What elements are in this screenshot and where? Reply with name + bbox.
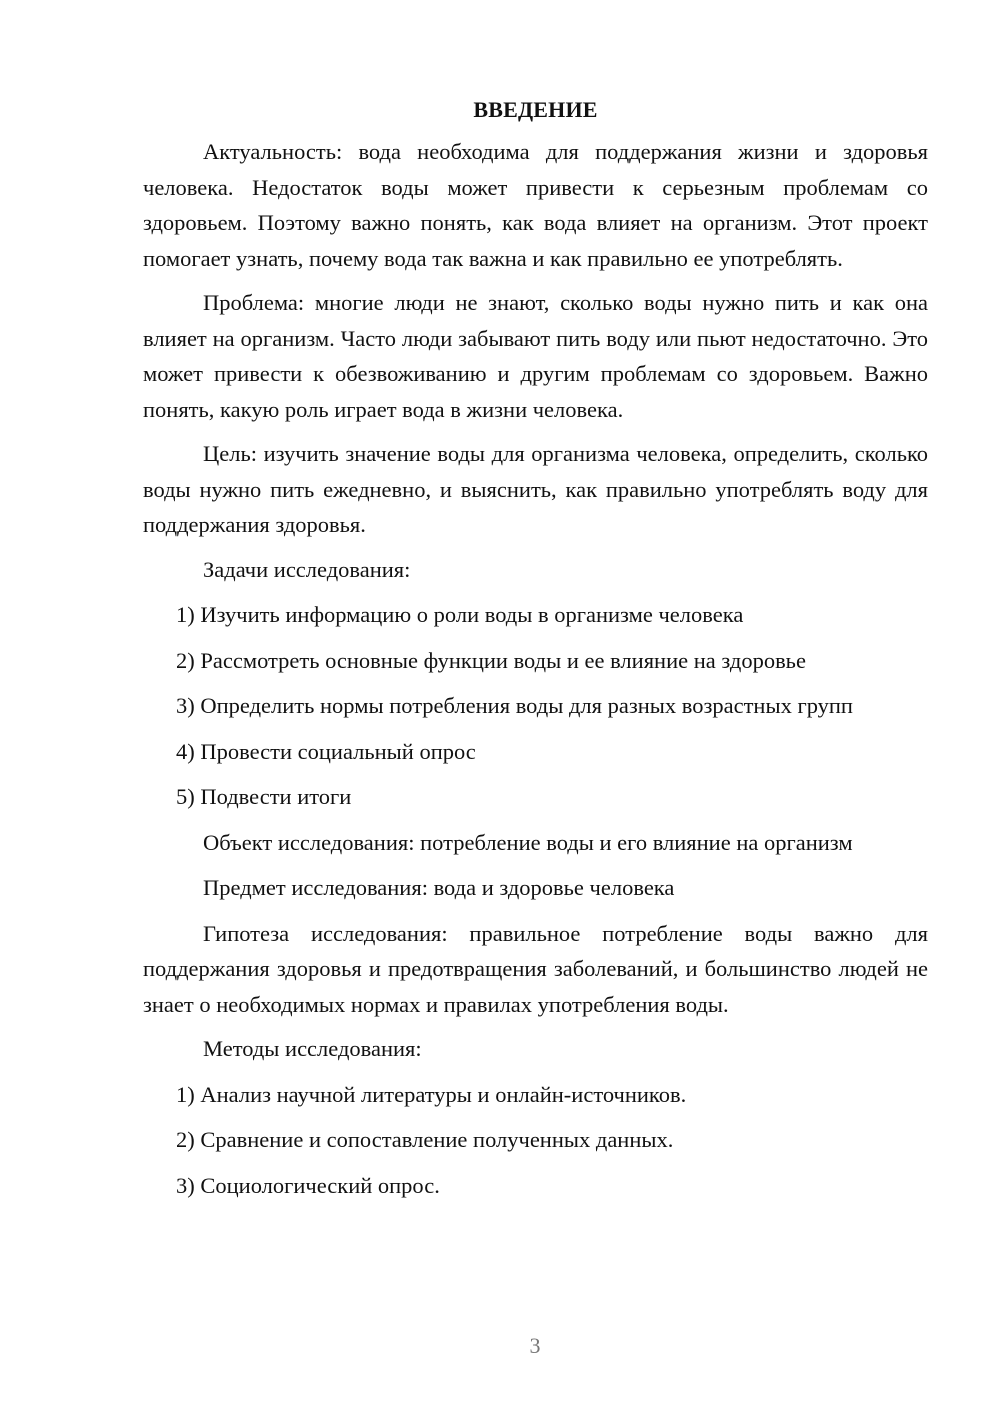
tasks-heading: Задачи исследования:: [203, 556, 411, 582]
task-item-3: 3) Определить нормы потребления воды для разных возрастных групп: [176, 693, 853, 718]
page-number: 3: [529, 1333, 541, 1358]
task-item-2: 2) Рассмотреть основные функции воды и ее влияние на здоровье: [176, 647, 806, 673]
goal-paragraph: Цель: изучить значение воды для организма человека, определить, сколько воды нужно пить ежедневно, и выяснить, как правильно употреблять воду для поддержания здоровья.: [143, 441, 928, 537]
methods-heading: Методы исследования:: [203, 1036, 422, 1061]
research-object: Объект исследования: потребление воды и его влияние на организм: [203, 829, 853, 855]
page-content: [143, 92, 928, 1213]
problem-paragraph: Проблема: многие люди не знают, сколько воды нужно пить и как она влияет на организм. Часто люди забывают пить воду или пьют недостаточно. Это может привести к обезвоживанию и другим проблемам со здоровьем. Важно понять, какую роль играет вода в жизни человека.: [143, 290, 928, 422]
method-item-1: 1) Анализ научной литературы и онлайн-источников.: [176, 1081, 687, 1107]
method-item-3: 3) Социологический опрос.: [176, 1172, 440, 1198]
research-subject: Предмет исследования: вода и здоровье человека: [203, 875, 675, 900]
hypothesis-paragraph: Гипотеза исследования: правильное потребление воды важно для поддержания здоровья и предотвращения заболеваний, и большинство людей не знает о необходимых нормах и правилах употребления воды.: [143, 920, 928, 1017]
task-item-4: 4) Провести социальный опрос: [176, 738, 476, 764]
relevance-paragraph: Актуальность: вода необходима для поддержания жизни и здоровья человека. Недостаток воды может привести к серьезным проблемам со здоровьем. Поэтому важно понять, как вода влияет на организм. Этот проект помогает узнать, почему вода так важна и как правильно ее употреблять.: [143, 139, 928, 271]
section-title: ВВЕДЕНИЕ: [473, 97, 598, 122]
method-item-2: 2) Сравнение и сопоставление полученных данных.: [176, 1127, 674, 1152]
task-item-5: 5) Подвести итоги: [176, 784, 352, 809]
task-item-1: 1) Изучить информацию о роли воды в организме человека: [176, 602, 744, 627]
